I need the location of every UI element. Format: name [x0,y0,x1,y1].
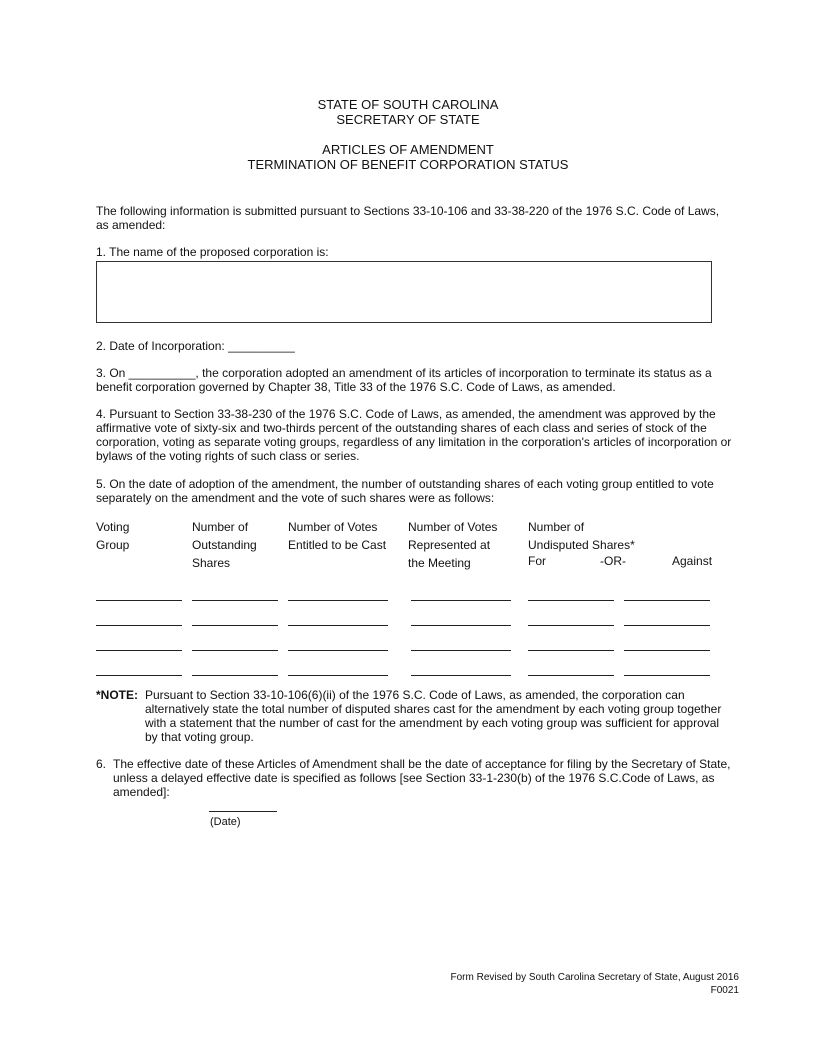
header-line: the Meeting [408,556,471,570]
votes-represented-blank[interactable] [411,650,511,651]
note-text: Pursuant to Section 33-10-106(6)(ii) of the 1976 S.C. Code of Laws, as amended, the corporation can alternatively state the total number of disputed shares cast for the amendment by each voting group together with a statement that the number of cast for the amendment by each voting group was sufficient for approval by that voting group. [145,688,722,744]
votes-entitled-blank[interactable] [288,600,388,601]
form-revision-note: Form Revised by South Carolina Secretary of State, August 2016 [450,972,739,983]
col-outstanding-shares-header [192,518,257,572]
col-or-separator: -OR- [600,554,626,568]
item-3-paragraph: 3. On __________, the corporation adopted an amendment of its articles of incorporation to terminate its status as a benefit corporation governed by Chapter 38, Title 33 of the 1976 S.C. Code of Laws, as amended. [96,366,712,394]
votes-represented-blank[interactable] [411,675,511,676]
item-6-paragraph: The effective date of these Articles of Amendment shall be the date of acceptance for filing by the Secretary of State, unless a delayed effective date is specified as follows [see Section 33-1-230(b) of the 1976 S.C.Code of Laws, as amended]: [113,757,731,799]
item-4-paragraph: 4. Pursuant to Section 33-38-230 of the 1976 S.C. Code of Laws, as amended, the amendment was approved by the affirmative vote of sixty-six and two-thirds percent of the outstanding shares of each class and series of stock of the corporation, voting as separate voting groups, regardless of any limitation in the corporation's articles of incorporation or bylaws of the voting rights of such class or series. [96,407,732,463]
item-2-date-of-incorporation: 2. Date of Incorporation: __________ [96,339,295,353]
header-line: Shares [192,556,231,570]
header-line: Outstanding [192,538,257,552]
header-line: Number of Votes [288,520,378,534]
item-5-paragraph: 5. On the date of adoption of the amendment, the number of outstanding shares of each voting group entitled to vote separately on the amendment and the vote of such shares were as follows: [96,477,714,505]
votes-represented-blank[interactable] [411,625,511,626]
effective-date-blank[interactable] [209,811,277,812]
document-title: ARTICLES OF AMENDMENT [322,142,494,157]
note-label: *NOTE: [96,688,138,702]
outstanding-shares-blank[interactable] [192,600,278,601]
header-line: Voting [96,520,130,534]
votes-against-blank[interactable] [624,650,710,651]
votes-against-blank[interactable] [624,600,710,601]
votes-entitled-blank[interactable] [288,650,388,651]
form-code: F0021 [710,985,739,996]
votes-for-blank[interactable] [528,675,614,676]
header-line: Number of [528,520,585,534]
col-votes-represented-header [408,518,497,572]
col-against-header: Against [672,554,713,568]
votes-entitled-blank[interactable] [288,625,388,626]
corporation-name-field[interactable] [96,261,712,323]
header-state: STATE OF SOUTH CAROLINA [317,97,499,112]
outstanding-shares-blank[interactable] [192,675,278,676]
col-votes-entitled-header [288,518,386,554]
header-line: Entitled to be Cast [288,538,387,552]
effective-date-caption: (Date) [210,816,241,828]
votes-for-blank[interactable] [528,625,614,626]
votes-represented-blank[interactable] [411,600,511,601]
header-line: Number of [192,520,249,534]
votes-against-blank[interactable] [624,625,710,626]
voting-group-blank[interactable] [96,650,182,651]
votes-for-blank[interactable] [528,650,614,651]
col-for-header: For [528,554,546,568]
voting-group-blank[interactable] [96,625,182,626]
header-line: Number of Votes [408,520,498,534]
col-undisputed-shares-header [528,518,635,554]
header-line: Group [96,538,130,552]
header-office: SECRETARY OF STATE [336,112,480,127]
votes-for-blank[interactable] [528,600,614,601]
item-1-label: 1. The name of the proposed corporation is: [96,245,329,259]
item-6-number: 6. [96,757,107,771]
intro-paragraph: The following information is submitted pursuant to Sections 33-10-106 and 33-38-220 of the 1976 S.C. Code of Laws, as amended: [96,204,720,232]
voting-group-blank[interactable] [96,675,182,676]
outstanding-shares-blank[interactable] [192,650,278,651]
header-line: Represented at [408,538,491,552]
header-line: Undisputed Shares* [528,538,635,552]
votes-against-blank[interactable] [624,675,710,676]
col-voting-group-header [96,518,129,554]
outstanding-shares-blank[interactable] [192,625,278,626]
votes-entitled-blank[interactable] [288,675,388,676]
document-subtitle: TERMINATION OF BENEFIT CORPORATION STATUS [247,157,569,172]
voting-group-blank[interactable] [96,600,182,601]
